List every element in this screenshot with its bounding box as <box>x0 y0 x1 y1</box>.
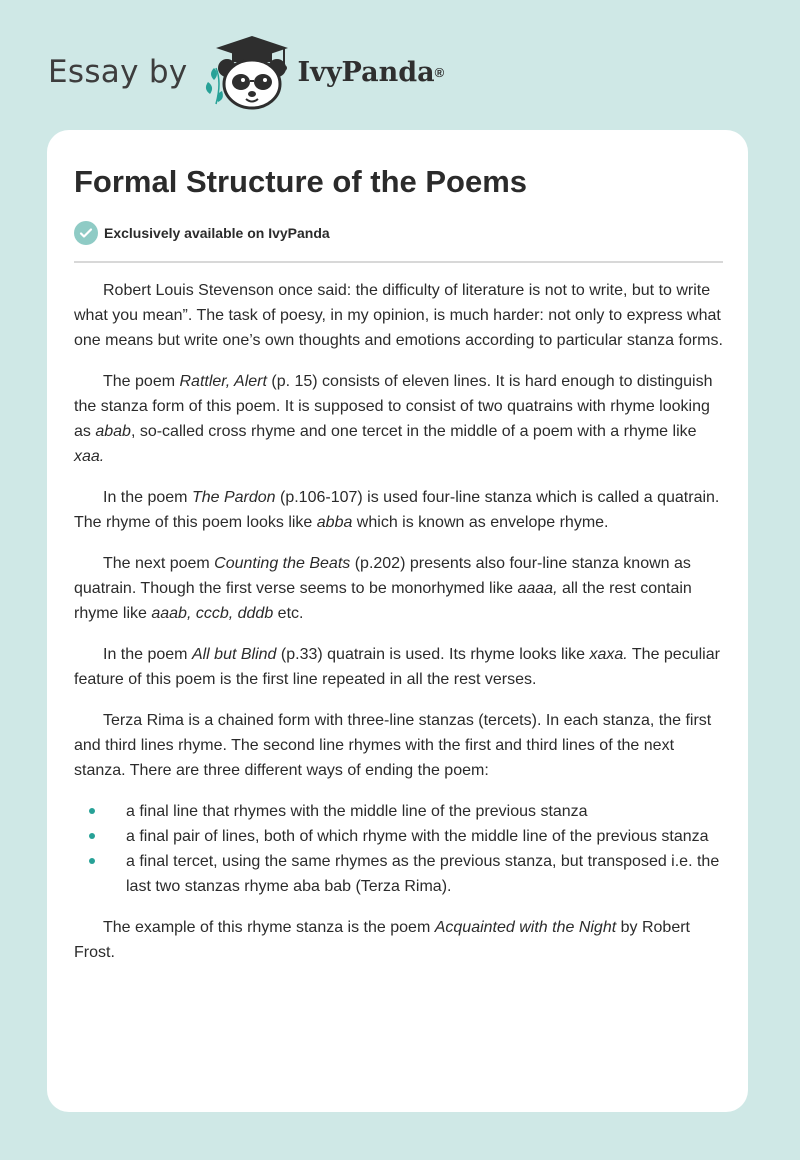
paragraph-5: In the poem All but Blind (p.33) quatrain is used. Its rhyme looks like xaxa. The peculiar feature of this poem is the first line repeated in all the rest verses. <box>74 646 720 688</box>
bullet-icon <box>89 808 95 814</box>
brand-name: IvyPanda <box>297 56 435 88</box>
paragraph-3: In the poem The Pardon (p.106-107) is used four-line stanza which is called a quatrain. The rhyme of this poem looks like abba which is known as envelope rhyme. <box>74 489 720 531</box>
bullet-icon <box>89 833 95 839</box>
paragraph-7: The example of this rhyme stanza is the poem Acquainted with the Night by Robert Frost. <box>74 919 690 961</box>
paragraph-1: Robert Louis Stevenson once said: the difficulty of literature is not to write, but to write what you mean”. The task of poesy, in my opinion, is much harder: not only to express what one means but write one’s own thoughts and emotions according to particular stanza forms. <box>74 282 723 349</box>
exclusive-badge <box>74 221 330 245</box>
list-item: a final pair of lines, both of which rhyme with the middle line of the previous stanza <box>126 824 724 849</box>
paragraph-2: The poem Rattler, Alert (p. 15) consists of eleven lines. It is hard enough to distinguish the stanza form of this poem. It is supposed to consist of two quatrains with rhyme looking as abab, so-called cross rhyme and one tercet in the middle of a poem with a rhyme like xaa. <box>74 373 713 465</box>
paragraph-6: Terza Rima is a chained form with three-line stanzas (tercets). In each stanza, the first and third lines rhyme. The second line rhymes with the first and third lines of the next stanza. There are three different ways of ending the poem: <box>74 712 712 779</box>
brand-header <box>48 32 444 112</box>
page-title: Formal Structure of the Poems <box>74 164 528 199</box>
list-item: a final line that rhymes with the middle line of the previous stanza <box>126 799 724 824</box>
list-item: a final tercet, using the same rhymes as the previous stanza, but transposed i.e. the last two stanzas rhyme aba bab (Terza Rima). <box>126 849 724 899</box>
paragraph-4: The next poem Counting the Beats (p.202) presents also four-line stanza known as quatrain. Though the first verse seems to be monorhymed like aaaa, all the rest contain rhyme like aaab, cccb, dddb etc. <box>74 555 692 622</box>
essay-card <box>47 130 748 1112</box>
essay-by-text: Essay by <box>48 54 188 90</box>
registered-mark: ® <box>434 64 445 80</box>
bullet-icon <box>89 858 95 864</box>
exclusive-label: Exclusively available on IvyPanda <box>104 225 330 241</box>
check-icon <box>74 221 98 245</box>
divider <box>74 261 723 263</box>
panda-graduate-icon <box>200 32 294 112</box>
bullet-list <box>74 799 724 899</box>
essay-body <box>74 278 724 981</box>
